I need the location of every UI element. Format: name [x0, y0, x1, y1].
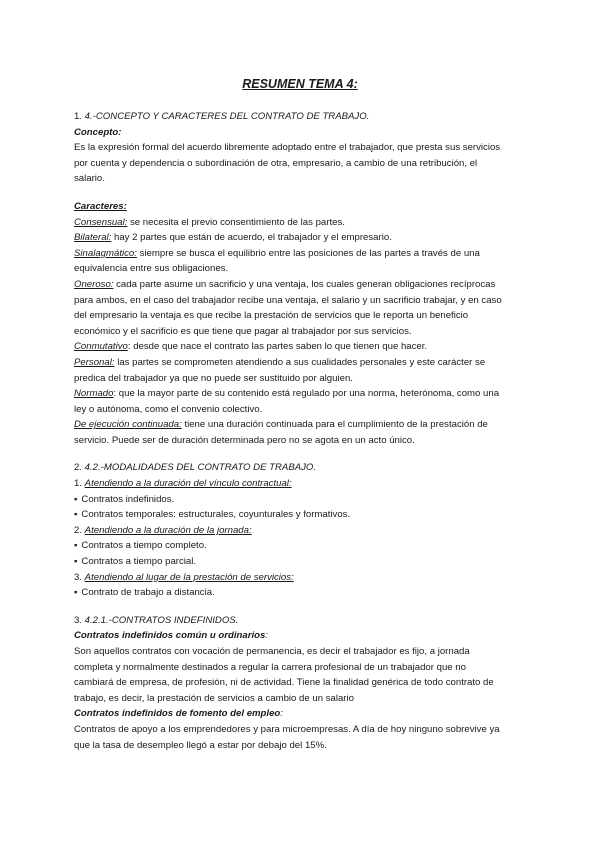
bullet-icon: ▪ — [74, 587, 78, 599]
section-heading-text: . 4.2.-MODALIDADES DEL CONTRATO DE TRABAJO. — [79, 462, 317, 474]
paragraph-line: Contratos de apoyo a los emprendedores y para microempresas. A día de hoy ninguno sobrevive ya — [74, 723, 500, 735]
paragraph-line: del empresario la ventaja es que recibe la prestación de servicios que le reporta un beneficio — [74, 310, 469, 322]
characteristic-personal — [74, 355, 530, 371]
paragraph-line: económico y el sacrificio es que tiene que pagar al trabajador por sus servicios. — [74, 325, 412, 337]
subsection-label — [74, 628, 530, 644]
term: Sinalagmático: — [74, 247, 137, 259]
subsection-colon: : — [265, 630, 269, 642]
list-item-3 — [74, 570, 530, 586]
term: Oneroso: — [74, 278, 114, 290]
list-item-label: Atendiendo a la duración del vínculo contractual: — [84, 478, 292, 490]
section-number: 2 — [74, 462, 80, 474]
bullet-text: Contratos a tiempo completo. — [81, 540, 207, 552]
list-number: 2. — [74, 524, 85, 536]
list-item-1 — [74, 476, 530, 492]
section-number: 3 — [74, 614, 80, 626]
section-heading-text: . 4.-CONCEPTO Y CARACTERES DEL CONTRATO DE TRABAJO. — [79, 111, 370, 122]
list-item-label: Atendiendo a la duración de la jornada: — [84, 524, 252, 536]
characteristic-conmutativo — [74, 339, 530, 355]
paragraph-line: que la tasa de desempleo llegó a estar por debajo del 15%. — [74, 739, 327, 751]
section-heading-text: . 4.2.1.-CONTRATOS INDEFINIDOS. — [79, 614, 239, 626]
bullet-text: Contratos temporales: estructurales, coyunturales y formativos. — [81, 509, 351, 521]
bullet-text: Contrato de trabajo a distancia. — [81, 587, 215, 599]
bullet-icon: ▪ — [74, 509, 78, 521]
term: Consensual: — [74, 216, 128, 228]
characteristic-ejecucion-continuada — [74, 417, 530, 433]
bullet-item — [74, 554, 530, 570]
paragraph-line: para ambos, en el caso del trabajador recibe una ventaja, el salario y un sacrificio trabajar, y en caso — [74, 294, 502, 306]
characteristic-consensual — [74, 215, 530, 231]
term: Personal: — [74, 356, 115, 368]
list-item-2 — [74, 523, 530, 539]
definition: siempre se busca el equilibrio entre las posiciones de las partes a través de una — [136, 247, 480, 259]
list-number: 3. — [74, 571, 85, 583]
bullet-item — [74, 492, 530, 508]
term: De ejecución continuada: — [74, 419, 182, 431]
list-item-label: Atendiendo al lugar de la prestación de servicios: — [84, 571, 294, 583]
bullet-icon: ▪ — [74, 493, 78, 505]
characteristic-bilateral — [74, 230, 530, 246]
section-3-heading — [74, 613, 530, 629]
definition: se necesita el previo consentimiento de las partes. — [127, 216, 345, 228]
paragraph-line: predica del trabajador ya que no puede ser sustituido por alguien. — [74, 372, 353, 384]
subsection-title: Contratos indefinidos común u ordinarios — [74, 630, 266, 642]
term: Normado — [74, 388, 114, 400]
paragraph-line: por cuenta y dependencia o subordinación de otra, empresario, a cambio de una retribución, el — [74, 157, 478, 169]
bullet-icon: ▪ — [74, 540, 78, 552]
definition: : desde que nace el contrato las partes saben lo que tienen que hacer. — [127, 341, 428, 353]
subsection-title: Contratos indefinidos de fomento del empleo — [74, 708, 281, 720]
definition: cada parte asume un sacrificio y una ventaja, los cuales generan obligaciones recíprocas — [113, 278, 496, 290]
paragraph-line: completa y normalmente destinados a regular la carrera profesional de un trabajador que no — [74, 661, 466, 673]
section-1-heading — [74, 109, 530, 125]
paragraph-line: equivalencia entre sus obligaciones. — [74, 263, 229, 275]
section-number: 1 — [74, 111, 80, 122]
term: Bilateral: — [74, 232, 112, 244]
definition: tiene una duración continuada para el cumplimiento de la prestación de — [181, 419, 488, 431]
paragraph-line: Son aquellos contratos con vocación de permanencia, es decir el trabajador es fijo, a jornada — [74, 646, 470, 657]
bullet-icon: ▪ — [74, 556, 78, 568]
characteristic-oneroso — [74, 277, 530, 293]
definition: hay 2 partes que están de acuerdo, el trabajador y el empresario. — [111, 232, 392, 244]
characteristic-normado — [74, 386, 530, 402]
document-body — [74, 109, 530, 753]
bullet-item — [74, 585, 530, 601]
definition: las partes se comprometen atendiendo a sus cualidades personales y este carácter se — [114, 356, 486, 368]
term: Conmutativo — [74, 341, 128, 353]
paragraph-line: cambiará de empresa, de profesión, ni de actividad. Tiene la finalidad genérica de todo contrato de — [74, 677, 494, 689]
section-2-heading — [74, 460, 530, 476]
paragraph-line: trabajo, es decir, la prestación de servicios a cambio de un salario — [74, 692, 354, 704]
caracteres-label: Caracteres: — [74, 200, 127, 212]
bullet-text: Contratos a tiempo parcial. — [81, 556, 197, 568]
paragraph-line: Es la expresión formal del acuerdo libremente adoptado entre el trabajador, que presta sus servicios — [74, 142, 501, 154]
subsection-label — [74, 706, 530, 722]
subsection-colon: : — [280, 708, 283, 720]
document-title: RESUMEN TEMA 4: — [242, 77, 358, 91]
paragraph-line: ley o autónoma, como el convenio colectivo. — [74, 403, 263, 415]
paragraph-line: salario. — [74, 173, 105, 185]
bullet-item — [74, 538, 530, 554]
definition: : que la mayor parte de su contenido está regulado por una norma, heterónoma, como una — [113, 388, 500, 400]
concepto-label: Concepto: — [74, 126, 122, 138]
bullet-text: Contratos indefinidos. — [81, 493, 175, 505]
bullet-item — [74, 507, 530, 523]
paragraph-line: servicio. Puede ser de duración determinada pero no se agota en un acto único. — [74, 434, 415, 446]
characteristic-sinalagmatico — [74, 246, 530, 262]
list-number: 1. — [74, 478, 85, 490]
